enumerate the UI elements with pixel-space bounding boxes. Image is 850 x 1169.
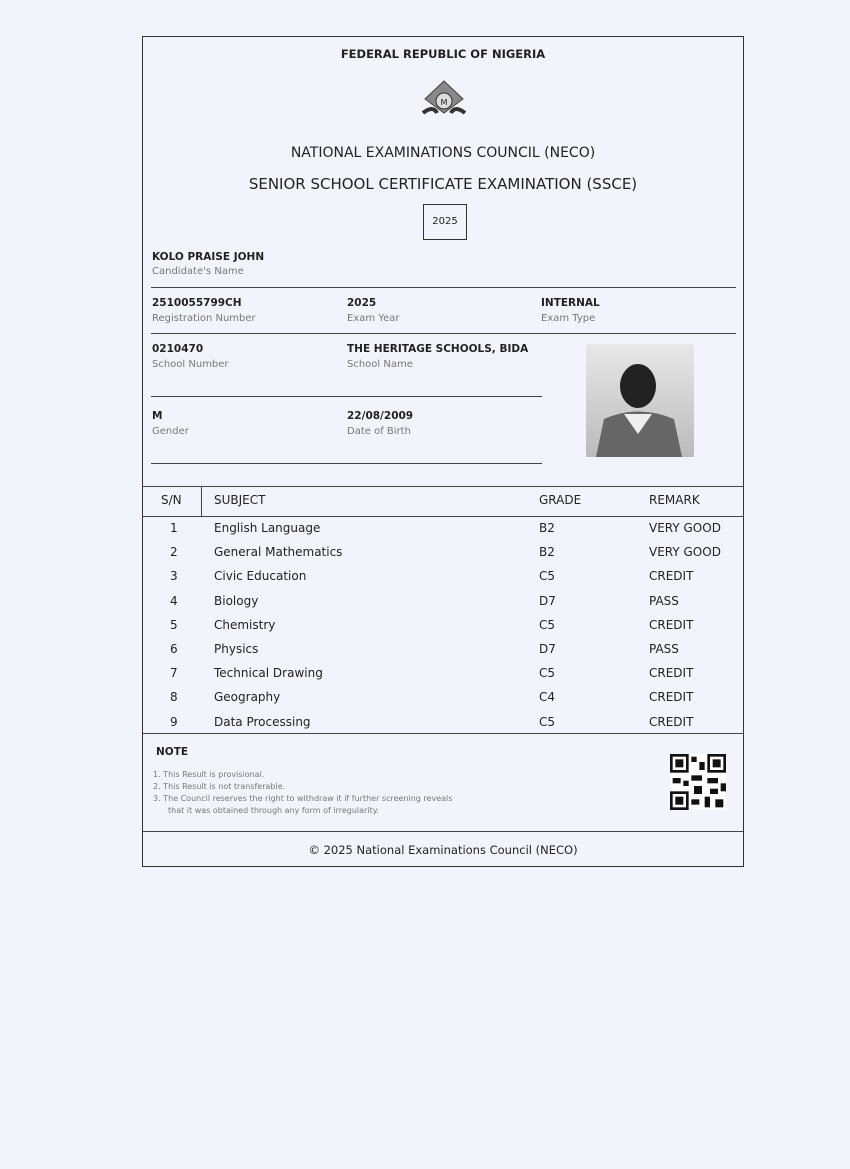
table-header [143,493,743,517]
cell-grade: C5 [539,714,556,729]
cell-grade: D7 [539,642,556,656]
table-row [143,618,743,642]
cell-grade: C5 [539,569,556,584]
note-item: that it was obtained through any form of irregularity. [168,806,379,815]
cell-remark: VERY GOOD [649,521,721,535]
table-row [143,594,743,618]
candidate-photo [586,344,694,457]
note-item: 1. This Result is provisional. [153,770,265,779]
candidate-name: KOLO PRAISE JOHN [152,251,265,263]
cell-subject: Civic Education [214,569,307,584]
gender: M [152,410,163,422]
date-of-birth: 22/08/2009 [347,410,414,422]
school-name: THE HERITAGE SCHOOLS, BIDA [347,343,529,355]
cell-remark: PASS [649,642,679,656]
table-bottom-border [143,733,743,734]
note-list [153,769,452,817]
year-box: 2025 [423,204,467,240]
cell-subject: English Language [214,521,321,535]
exam-year: 2025 [347,297,377,309]
cell-remark: PASS [649,593,679,608]
divider [151,333,736,334]
cell-remark: CREDIT [649,714,694,729]
exam-type: INTERNAL [541,297,600,309]
svg-text:M: M [440,98,448,107]
country-title: FEDERAL REPUBLIC OF NIGERIA [340,47,546,61]
table-top-border [143,486,743,487]
header-grade: GRADE [539,493,582,507]
divider [151,287,736,288]
result-document [142,36,744,867]
table-row [143,545,743,569]
cell-remark: CREDIT [649,666,694,681]
neco-logo-icon [421,79,467,121]
header-sn: S/N [161,493,182,507]
school-name-label: School Name [347,359,413,370]
cell-subject: Chemistry [214,617,276,632]
cell-sn: 8 [170,690,178,705]
registration-number-label: Registration Number [152,313,256,324]
exam-title: SENIOR SCHOOL CERTIFICATE EXAMINATION (SSCE) [248,175,638,193]
cell-sn: 4 [170,593,178,608]
cell-grade: C4 [539,690,556,705]
exam-year-label: Exam Year [347,313,400,324]
table-row [143,666,743,690]
qr-code-icon [670,754,726,810]
cell-subject: General Mathematics [214,545,343,560]
cell-sn: 1 [170,521,178,535]
cell-remark: CREDIT [649,617,694,632]
divider [151,396,542,397]
cell-sn: 3 [170,569,178,584]
note-item: 2. This Result is not transferable. [153,782,286,791]
cell-remark: CREDIT [649,569,694,584]
cell-subject: Data Processing [214,714,311,729]
gender-label: Gender [152,426,189,437]
cell-remark: CREDIT [649,690,694,705]
registration-number: 2510055799CH [152,297,242,309]
date-of-birth-label: Date of Birth [347,426,411,437]
note-item: 3. The Council reserves the right to withdraw it if further screening reveals [153,794,453,803]
table-row [143,642,743,666]
cell-sn: 7 [170,666,178,681]
header-remark: REMARK [649,493,700,507]
cell-sn: 9 [170,714,178,729]
cell-remark: VERY GOOD [649,545,721,560]
cell-subject: Physics [214,642,259,656]
candidate-name-label: Candidate's Name [152,266,244,277]
table-row [143,521,743,545]
cell-sn: 2 [170,545,178,560]
table-row [143,690,743,714]
cell-grade: B2 [539,545,555,560]
cell-grade: D7 [539,593,556,608]
header-subject: SUBJECT [214,493,266,507]
cell-grade: C5 [539,617,556,632]
divider [151,463,542,464]
council-name: NATIONAL EXAMINATIONS COUNCIL (NECO) [290,145,596,161]
cell-grade: C5 [539,666,556,681]
cell-sn: 5 [170,617,178,632]
note-title: NOTE [156,746,189,758]
footer-border [143,831,743,832]
cell-subject: Biology [214,593,259,608]
cell-grade: B2 [539,521,555,535]
cell-subject: Technical Drawing [214,666,323,681]
table-header-border [143,516,743,517]
cell-sn: 6 [170,642,178,656]
school-number-label: School Number [152,359,229,370]
copyright: © 2025 National Examinations Council (NECO) [308,843,578,857]
exam-type-label: Exam Type [541,313,596,324]
cell-subject: Geography [214,690,281,705]
school-number: 0210470 [152,343,204,355]
table-row [143,569,743,593]
table-row [143,715,743,739]
